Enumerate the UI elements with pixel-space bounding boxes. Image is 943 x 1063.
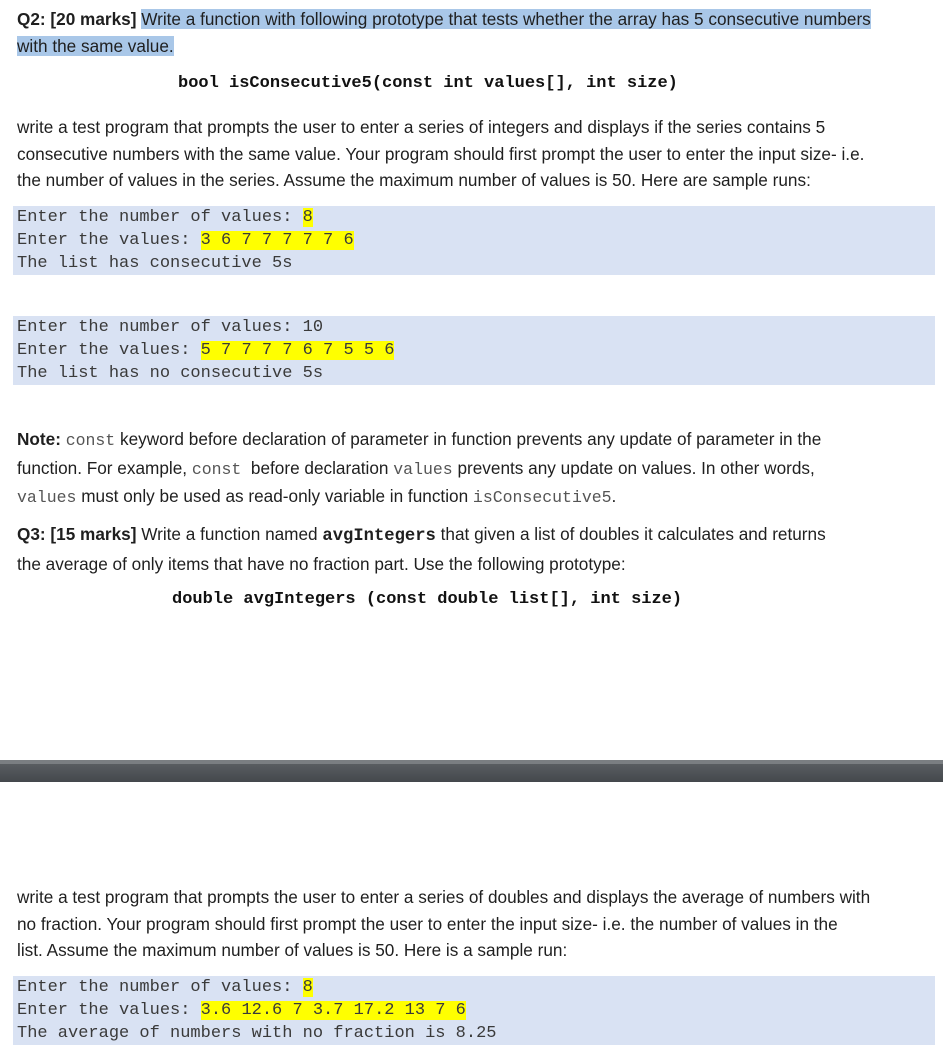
run3-result: The average of numbers with no fraction is 8.25 (17, 1024, 497, 1043)
q2-desc-line2: consecutive numbers with the same value. Your program should first prompt the user to enter the input size- i.e. (17, 143, 865, 164)
q3-label: Q3: [15 marks] (17, 524, 137, 544)
q3-description (17, 884, 935, 964)
run3-values: 3.6 12.6 7 3.7 17.2 13 7 6 (200, 1001, 466, 1020)
q2-heading-line2: with the same value. (17, 35, 174, 56)
q3-text-1: Write a function named (136, 524, 323, 544)
q2-heading-line1: Write a function with following prototype that tests whether the array has 5 consecutive numbers (141, 9, 871, 29)
run3-count: 8 (302, 978, 313, 997)
q2-description (17, 114, 935, 194)
run2-result: The list has no consecutive 5s (17, 364, 324, 383)
note-kw-values: values (393, 459, 453, 479)
note-paragraph (17, 426, 935, 512)
q2-heading (17, 6, 935, 59)
run1-prompt-count: Enter the number of values: (17, 208, 303, 227)
run2-prompt-count: Enter the number of values: (17, 318, 303, 337)
note-kw-fn: isConsecutive5 (472, 488, 612, 507)
q3-line2: the average of only items that have no fraction part. Use the following prototype: (17, 553, 626, 574)
q2-label: Q2: [20 marks] (17, 9, 137, 29)
note-text-3: before declaration (241, 457, 394, 478)
note-kw-const-2: const (191, 459, 242, 479)
note-kw-const: const (65, 431, 116, 450)
page-divider (0, 760, 943, 782)
note-label: Note: (17, 429, 61, 449)
note-text-6: . (611, 486, 617, 506)
sample-run-2 (13, 316, 935, 385)
run3-prompt-values: Enter the values: (17, 1001, 201, 1020)
note-text-5: must only be used as read-only variable in function (76, 486, 473, 506)
note-kw-values-2: values (17, 488, 77, 507)
run3-prompt-count: Enter the number of values: (17, 978, 303, 997)
q3-function-name: avgIntegers (322, 527, 436, 546)
run2-values: 5 7 7 7 7 6 7 5 5 6 (200, 341, 395, 360)
run1-count: 8 (302, 208, 313, 227)
run2-count: 10 (302, 318, 324, 337)
q2-prototype: bool isConsecutive5(const int values[], int size) (178, 74, 678, 93)
run2-prompt-values: Enter the values: (17, 341, 201, 360)
note-text-1: keyword before declaration of parameter in function prevents any update of parameter in the (115, 429, 822, 449)
q2-desc-line3: the number of values in the series. Assume the maximum number of values is 50. Here are sample runs: (17, 170, 811, 190)
run1-prompt-values: Enter the values: (17, 231, 201, 250)
note-text-4: prevents any update on values. In other words, (452, 457, 815, 478)
run1-result: The list has consecutive 5s (17, 254, 293, 273)
q3-desc-line2: no fraction. Your program should first prompt the user to enter the input size- i.e. the number of values in the (17, 913, 838, 934)
q3-heading (17, 521, 935, 577)
q3-text-2: that given a list of doubles it calculates and returns (435, 524, 826, 544)
q3-desc-line1: write a test program that prompts the user to enter a series of doubles and displays the average of numbers with (17, 887, 871, 907)
q3-desc-line3: list. Assume the maximum number of values is 50. Here is a sample run: (17, 940, 568, 960)
run1-values: 3 6 7 7 7 7 7 6 (200, 231, 354, 250)
sample-run-1 (13, 206, 935, 275)
q3-prototype: double avgIntegers (const double list[], int size) (172, 590, 683, 609)
sample-run-3 (13, 976, 935, 1045)
q2-desc-line1: write a test program that prompts the user to enter a series of integers and displays if the series contains 5 (17, 117, 826, 137)
note-text-2: function. For example, (17, 457, 192, 478)
